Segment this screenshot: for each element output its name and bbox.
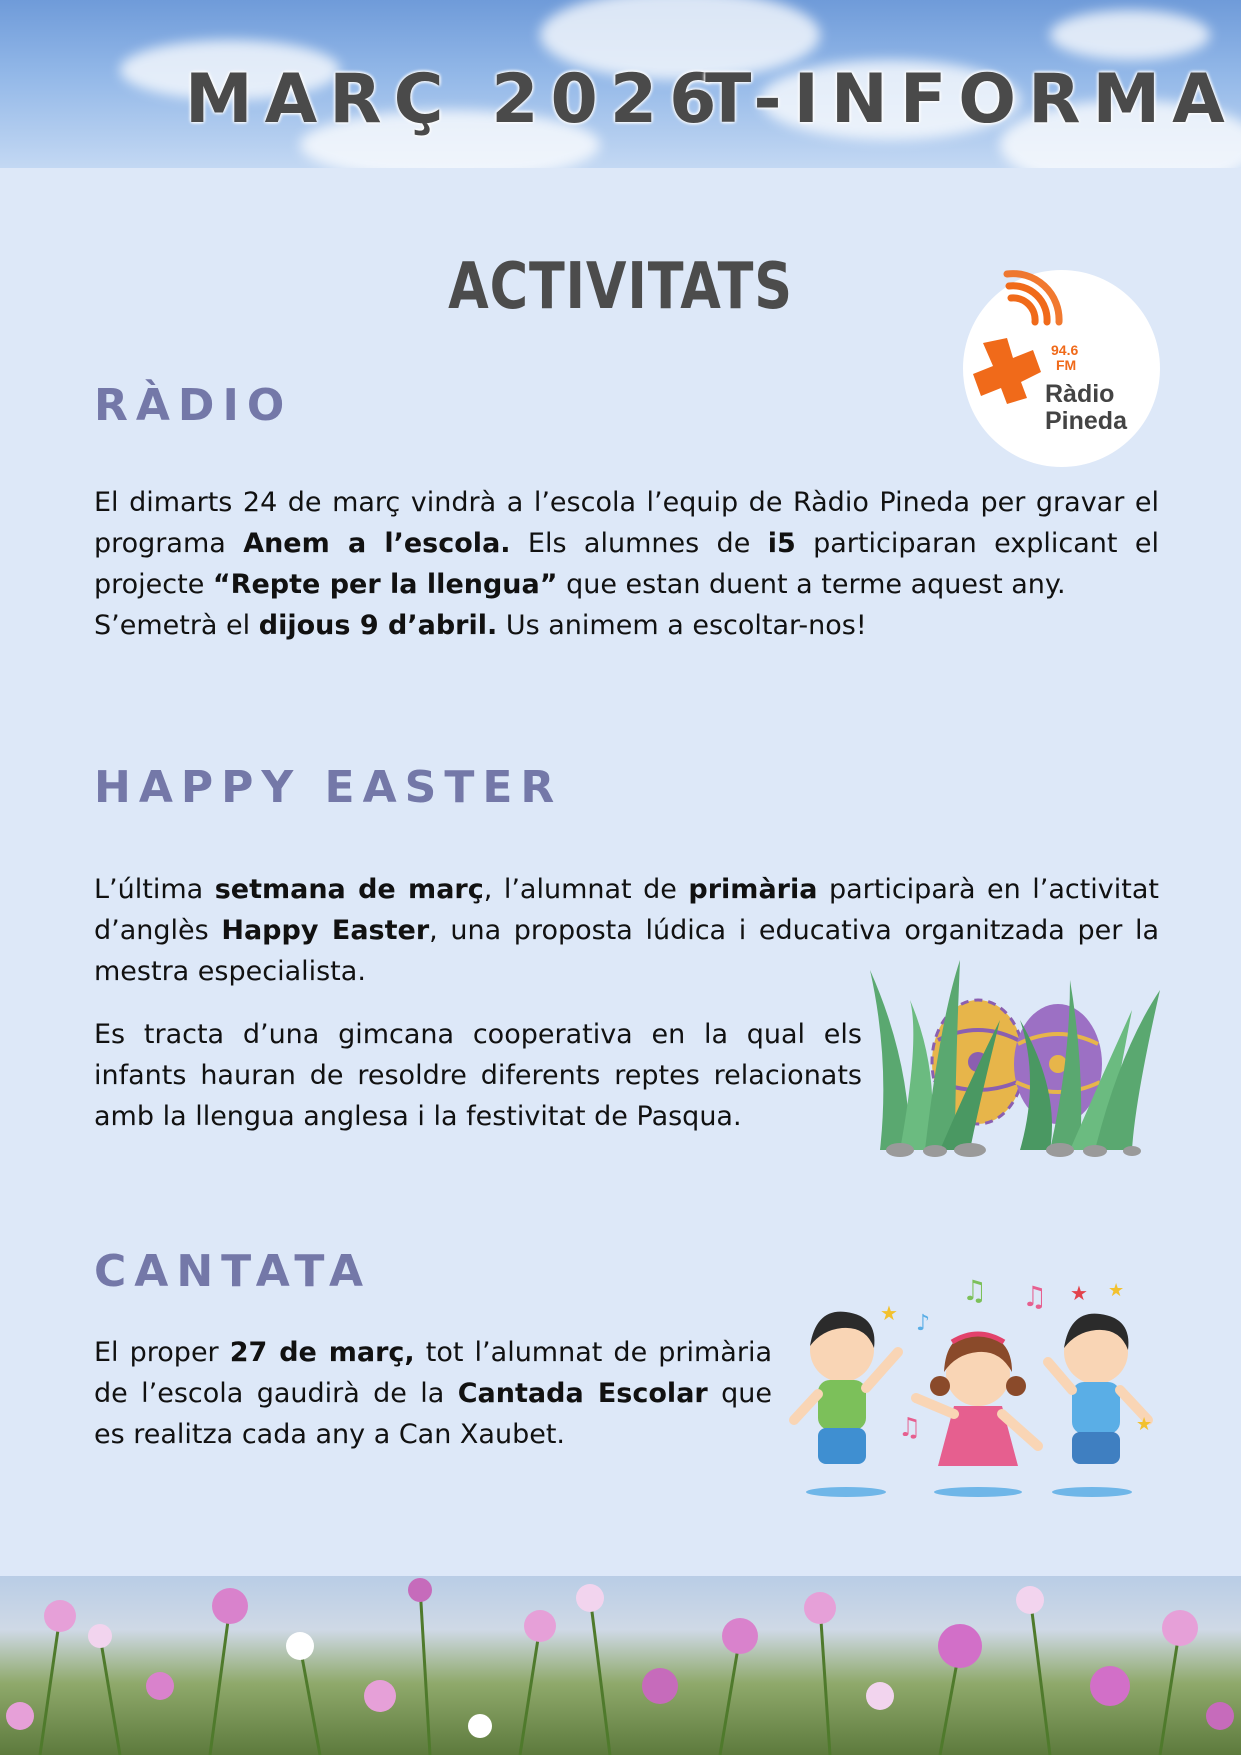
svg-text:Pineda: Pineda [1045, 407, 1127, 435]
cantata-heading: CANTATA [94, 1246, 372, 1297]
radio-paragraph: El dimarts 24 de març vindrà a l’escola l’equip de Ràdio Pineda per gravar el programa Anem a l’escola. Els alumnes de i5 participaran explicant el projecte “Repte per la llengua” que estan duent a terme aquest any. S’emetrà el dijous 9 d’abril. Us animem a escoltar-nos! [94, 487, 1159, 641]
header-month: MARÇ 2026 [185, 60, 729, 139]
children-singing-illustration [786, 1270, 1166, 1500]
svg-text:★: ★ [880, 1301, 898, 1325]
radio-logo-graphic [963, 270, 1160, 467]
easter-paragraph-1: L’última setmana de març, l’alumnat de primària participarà en l’activitat d’anglès Happy Easter, una proposta lúdica i educativa organitzada per la mestra especialista. [94, 874, 1160, 987]
easter-heading: HAPPY EASTER [94, 762, 563, 813]
svg-text:♫: ♫ [1022, 1280, 1048, 1313]
radio-pineda-logo [963, 270, 1160, 467]
page-title: ACTIVITATS [448, 250, 793, 324]
radio-heading: RÀDIO [94, 380, 293, 431]
easter-paragraph-2: Es tracta d’una gimcana cooperativa en la qual els infants hauran de resoldre diferents reptes relacionats amb la llengua anglesa i la festivitat de Pasqua. [94, 1019, 862, 1132]
svg-text:★: ★ [1136, 1414, 1153, 1435]
cantata-paragraph: El proper 27 de març, tot l’alumnat de primària de l’escola gaudirà de la Cantada Escolar que es realitza cada any a Can Xaubet. [94, 1337, 772, 1450]
svg-text:★: ★ [1070, 1281, 1088, 1305]
svg-text:Ràdio: Ràdio [1045, 380, 1115, 408]
svg-text:♫: ♫ [898, 1413, 922, 1443]
flower-field-footer [0, 1576, 1241, 1755]
svg-text:★: ★ [1108, 1280, 1125, 1301]
flower-field-graphic [0, 1576, 1241, 1755]
svg-text:♪: ♪ [916, 1311, 931, 1336]
svg-text:FM: FM [1056, 357, 1077, 373]
svg-text:94.6: 94.6 [1051, 342, 1079, 358]
header-banner [0, 0, 1241, 168]
header-title: T-INFORMA [705, 60, 1237, 139]
easter-eggs-illustration [870, 960, 1162, 1160]
svg-text:♫: ♫ [962, 1274, 988, 1307]
